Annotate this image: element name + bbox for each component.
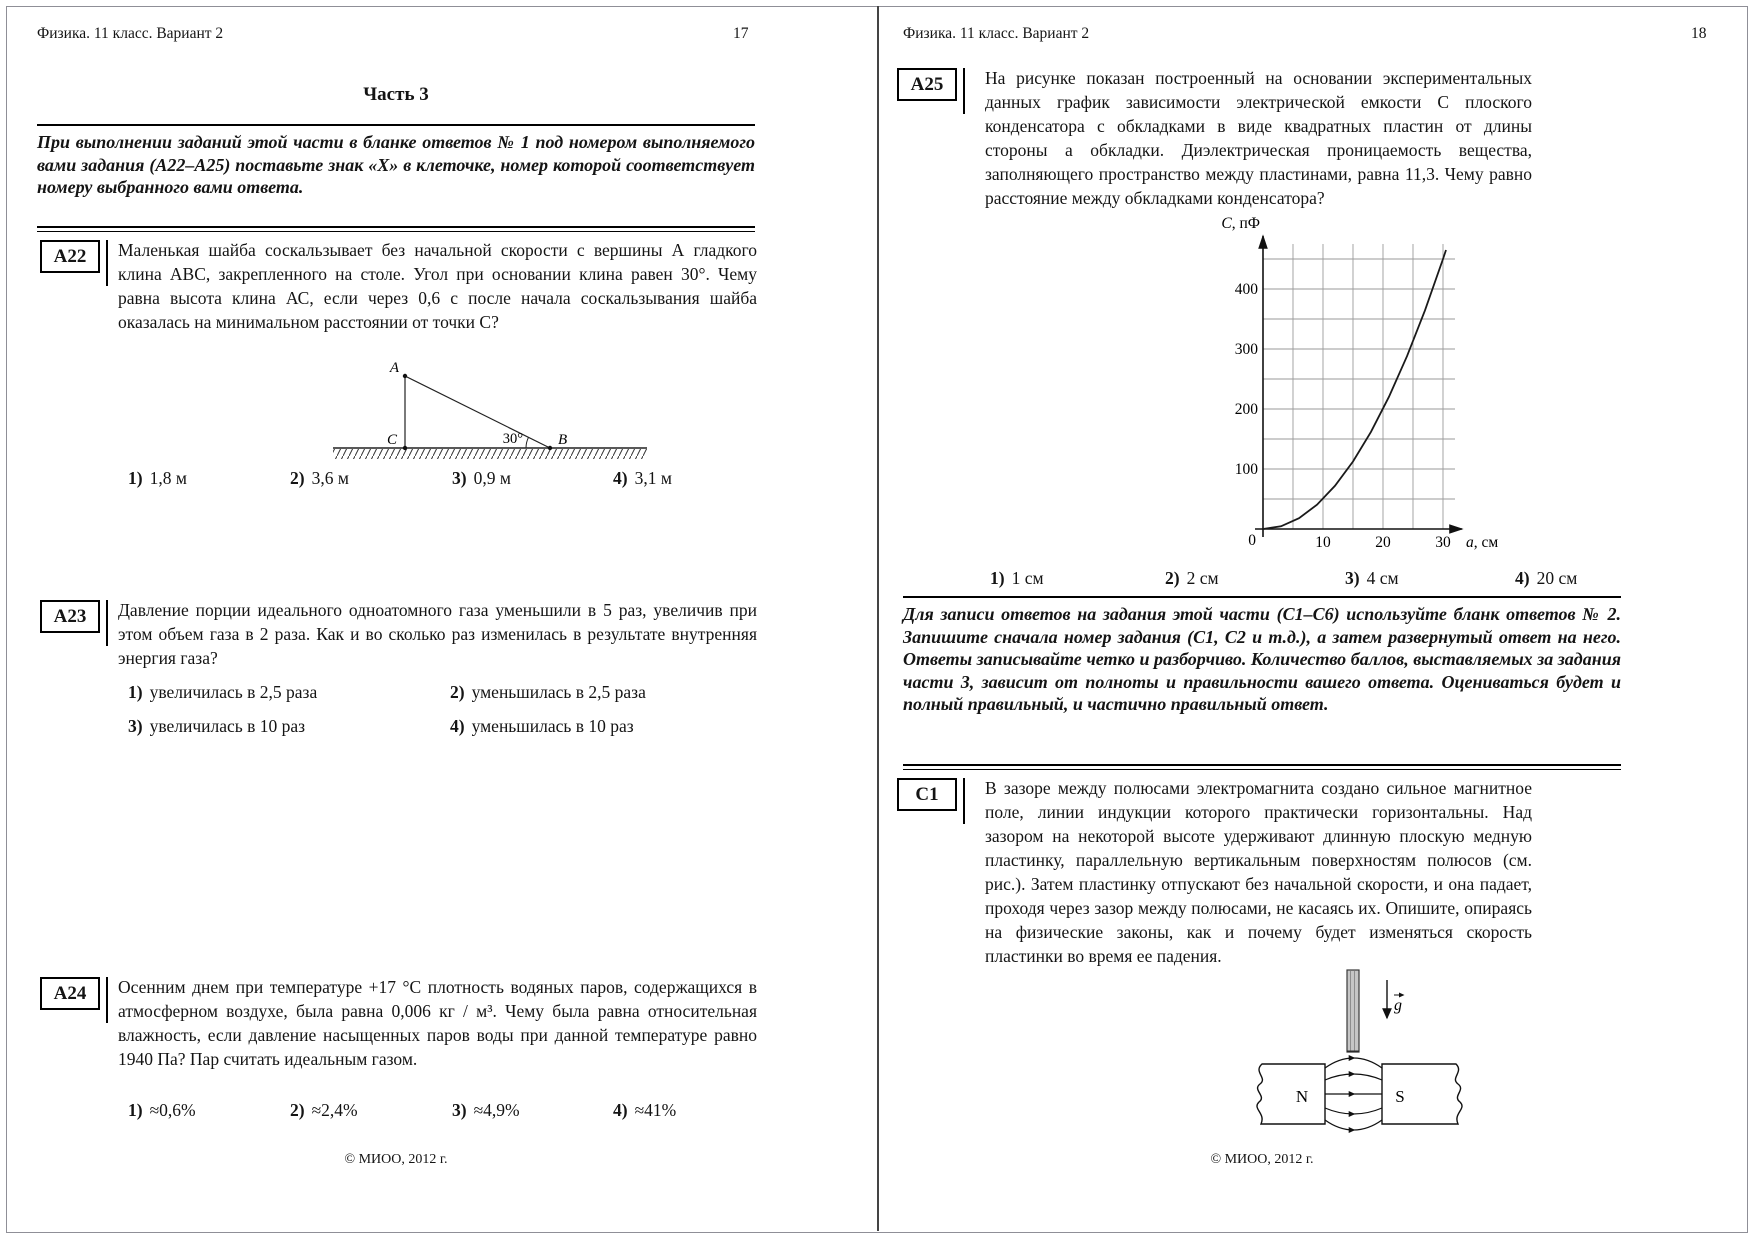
copper-plate bbox=[1347, 970, 1359, 1052]
question-a25-separator bbox=[963, 68, 965, 114]
chart-grid bbox=[1263, 244, 1455, 529]
question-a23-label: А23 bbox=[40, 600, 100, 633]
field-lines bbox=[1325, 1058, 1382, 1130]
ground-hatch bbox=[333, 449, 647, 459]
label-A: A bbox=[389, 360, 399, 376]
page-header-right: Физика. 11 класс. Вариант 2 bbox=[903, 25, 1090, 42]
label-angle: 30° bbox=[502, 431, 523, 447]
x-tick-30: 30 bbox=[1435, 534, 1451, 551]
point-C-dot bbox=[403, 446, 407, 450]
question-a23-text: Давление порции идеального одноатомного газа уменьшили в 5 раз, увеличив при этом объем газа в 2 раза. Как и во сколько раз изменилась в результате внутренняя энергия газа? bbox=[118, 600, 757, 668]
y-tick-200: 200 bbox=[1234, 401, 1258, 418]
origin-tick: 0 bbox=[1248, 532, 1256, 549]
page-number-right: 18 bbox=[1691, 25, 1707, 42]
a25-answer-2: 2) 2 см bbox=[1165, 568, 1219, 588]
question-a22-label: А22 bbox=[40, 240, 100, 273]
field-line-4 bbox=[1325, 1108, 1382, 1114]
question-c1-text: В зазоре между полюсами электромагнита создано сильное магнитное поле, линии индукции которого практически горизонтальны. Над зазором на некоторой высоте удерживают длинную плоскую медную пластинку, параллельную вертикальным поверхностям полюсов (см. рис.). Затем пластинку отпускают без начальной скорости, и она падает, проходя через зазор между полюсами, не касаясь их. Опишите, опираясь на физические законы, как и почему будет изменяться скорость пластинки во время ее падения. bbox=[985, 778, 1532, 966]
question-a24-separator bbox=[106, 977, 108, 1023]
a23-answer-4: 4) уменьшилась в 10 раз bbox=[450, 716, 634, 736]
instruction-c-bottom-rule bbox=[903, 764, 1621, 770]
page-number-left: 17 bbox=[733, 25, 749, 42]
part-title: Часть 3 bbox=[363, 84, 429, 105]
point-A-dot bbox=[403, 374, 407, 378]
a25-answer-1: 1) 1 см bbox=[990, 568, 1044, 588]
capacitance-chart bbox=[1222, 212, 1502, 557]
point-B-dot bbox=[548, 446, 552, 450]
y-tick-400: 400 bbox=[1234, 281, 1258, 298]
footer-right: © МИОО, 2012 г. bbox=[1210, 1152, 1314, 1167]
a23-answer-3: 3) увеличилась в 10 раз bbox=[128, 716, 306, 736]
gravity-label: g bbox=[1394, 997, 1402, 1014]
question-a25-text: На рисунке показан построенный на основании экспериментальных данных график зависимости электрической емкости С плоского конденсатора с обкладками в виде квадратных пластин от длины стороны а обкладки. Диэлектрическая проницаемость вещества, заполняющего пространство между пластинами, равна 11,3. Чему равно расстояние между обкладками конденсатора? bbox=[985, 68, 1532, 208]
question-a24-label: А24 bbox=[40, 977, 100, 1010]
a23-answer-2: 2) уменьшилась в 2,5 раза bbox=[450, 682, 646, 702]
x-tick-20: 20 bbox=[1375, 534, 1391, 551]
a25-answer-3: 3) 4 см bbox=[1345, 568, 1399, 588]
a24-answer-3: 3) ≈4,9% bbox=[452, 1100, 520, 1120]
pole-s-label: S bbox=[1395, 1087, 1405, 1106]
footer-left: © МИОО, 2012 г. bbox=[344, 1152, 448, 1167]
y-tick-300: 300 bbox=[1234, 341, 1258, 358]
a22-answer-4: 4) 3,1 м bbox=[613, 468, 672, 488]
question-c1-label: С1 bbox=[897, 778, 957, 811]
part3-instruction-c: Для записи ответов на задания этой части (С1–С6) используйте бланк ответов № 2. Запишите сначала номер задания (С1, С2 и т.д.), а затем развернутый ответ на него. Ответы записывайте четко и разборчиво. Количество баллов, выставляемых за задания части 3, зависит от полноты и правильности вашего ответа. Оцениваться будет и полный правильный, и частично правильный ответ. bbox=[903, 596, 1621, 716]
y-tick-100: 100 bbox=[1234, 461, 1258, 478]
page-divider bbox=[877, 6, 879, 1231]
label-C: C bbox=[386, 432, 397, 448]
field-line-2 bbox=[1325, 1074, 1382, 1080]
instruction-bottom-rule bbox=[37, 226, 755, 232]
wedge-diagram bbox=[325, 360, 655, 464]
question-a24-text: Осенним днем при температуре +17 °С плотность водяных паров, содержащихся в атмосферном воздухе, была равна 0,006 кг / м³. Чему была равна относительная влажность, если давление насыщенных паров воды при данной температуре равно 1940 Па? Пар считать идеальным газом. bbox=[118, 977, 757, 1069]
y-axis-label: С, пФ bbox=[1221, 215, 1260, 232]
x-axis-label: а, см bbox=[1466, 534, 1499, 551]
a24-answer-2: 2) ≈2,4% bbox=[290, 1100, 358, 1120]
a22-answer-1: 1) 1,8 м bbox=[128, 468, 187, 488]
a22-answer-3: 3) 0,9 м bbox=[452, 468, 511, 488]
a24-answer-1: 1) ≈0,6% bbox=[128, 1100, 196, 1120]
a24-answer-4: 4) ≈41% bbox=[613, 1100, 677, 1120]
part3-instruction-a: При выполнении заданий этой части в бланке ответов № 1 под номером выполняемого вами задания (А22–А25) поставьте знак «Х» в клеточке, номер которой соответствует номеру выбранного вами ответа. bbox=[37, 124, 755, 199]
x-tick-10: 10 bbox=[1315, 534, 1331, 551]
a25-answer-4: 4) 20 см bbox=[1515, 568, 1578, 588]
pole-n-body bbox=[1257, 1064, 1325, 1124]
electromagnet-figure bbox=[1240, 962, 1470, 1134]
pole-s-body bbox=[1382, 1064, 1462, 1124]
question-a22-text: Маленькая шайба соскальзывает без начальной скорости с вершины А гладкого клина АВС, закрепленного на столе. Угол при основании клина равен 30°. Чему равна высота клина АС, если через 0,6 с после начала соскальзывания шайба оказалась на минимальном расстоянии от точки С? bbox=[118, 240, 757, 332]
field-line-5 bbox=[1325, 1120, 1382, 1130]
a23-answer-1: 1) увеличилась в 2,5 раза bbox=[128, 682, 318, 702]
question-c1-separator bbox=[963, 778, 965, 824]
a22-answer-2: 2) 3,6 м bbox=[290, 468, 349, 488]
field-line-1 bbox=[1325, 1058, 1382, 1068]
label-B: B bbox=[558, 432, 568, 448]
angle-arc bbox=[526, 437, 529, 448]
capacitance-curve bbox=[1263, 250, 1446, 529]
question-a23-separator bbox=[106, 600, 108, 646]
question-a25-label: А25 bbox=[897, 68, 957, 101]
page-header-left: Физика. 11 класс. Вариант 2 bbox=[37, 25, 224, 42]
pole-n-label: N bbox=[1295, 1087, 1309, 1106]
question-a22-separator bbox=[106, 240, 108, 286]
